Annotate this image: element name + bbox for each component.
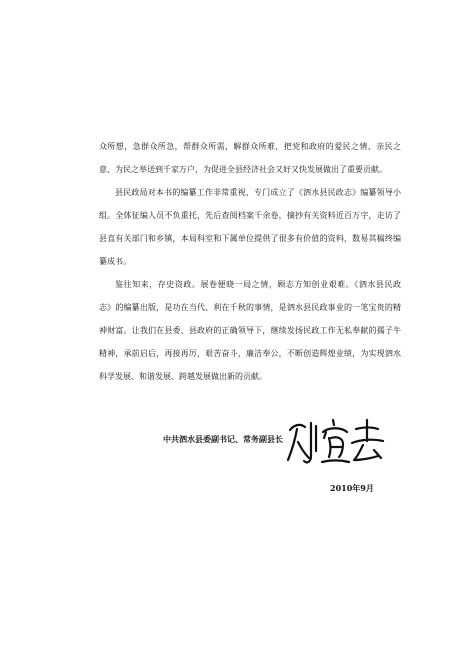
text-line: 众所想，急群众所急，帮群众所需，解群众所难，把党和政府的爱民之情、亲民之 (99, 142, 401, 151)
text-line: 组。全体征编人员不负重托，先后查阅档案千余卷，摘抄有关资料近百万字，走访了 (99, 211, 401, 220)
text-line: 科学发展、和谐发展、跨越发展做出新的贡献。 (99, 372, 267, 381)
paragraph-continuation (99, 135, 401, 181)
paragraph-compilation (99, 181, 401, 273)
text-line: 鉴往知来，存史资政。展卷便晓一局之情，顾志方知创业艰难。《泗水县民政 (115, 280, 401, 289)
text-line: 精神，承前启后，再接再厉，艰苦奋斗，廉洁奉公，不断创造辉煌业绩，为实现泗水 (99, 349, 401, 358)
body-text (99, 135, 401, 388)
signoff-date: 2010年9月 (330, 483, 374, 493)
text-line: 纂成书。 (99, 257, 131, 266)
paragraph-closing (99, 273, 401, 388)
text-line: 县直有关部门和乡镇，本局科室和下属单位提供了很多有价值的资料，数易其稿终编 (99, 234, 401, 243)
text-line: 县民政局对本书的编纂工作非常重视，专门成立了《泗水县民政志》编纂领导小 (115, 188, 401, 197)
text-line: 意、为民之举送到千家万户，为促进全县经济社会又好又快发展做出了重要贡献。 (99, 165, 387, 174)
text-line: 神财富。让我们在县委、县政府的正确领导下，继续发扬民政工作无私奉献的孺子牛 (99, 326, 401, 335)
text-line: 志》的编纂出版，是功在当代、利在千秋的事情，是泗水县民政事业的一笔宝贵的精 (99, 303, 401, 312)
handwritten-signature (286, 414, 386, 472)
signoff-title: 中共泗水县委副书记、常务副县长 (163, 434, 283, 444)
